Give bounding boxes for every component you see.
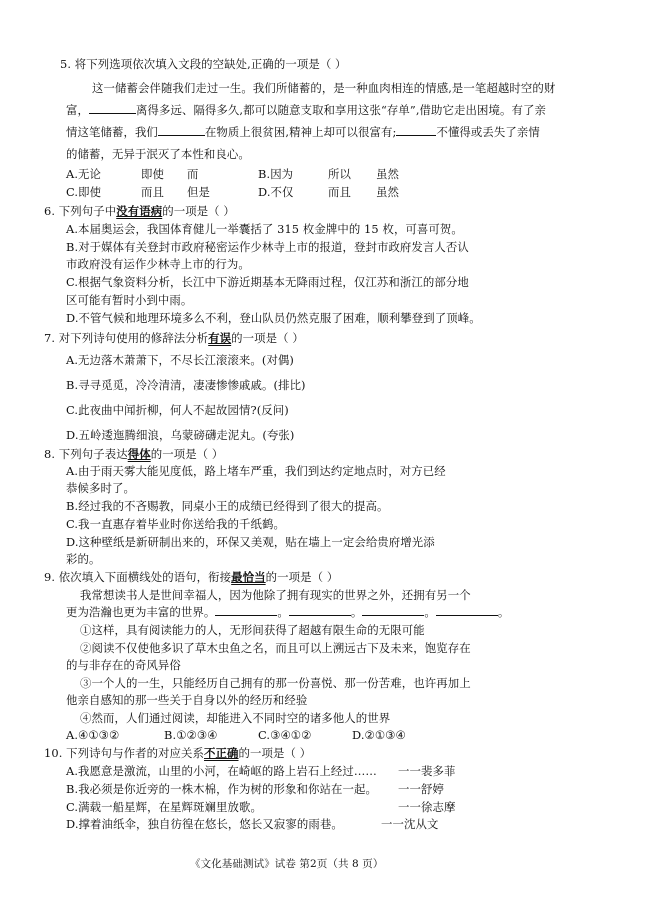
q5-passage-line3: 情这笔储蓄，我们 在物质上很贫困,精神上却可以很富有; 不懂得或丢失了亲情 — [66, 125, 540, 139]
q5-option-b: B.因为 — [258, 167, 294, 181]
q9-option-a: A.④①③② — [66, 728, 120, 742]
q8-option-d-line2: 彩的。 — [66, 552, 101, 566]
q5-option-a-3: 而 — [187, 167, 199, 181]
q5-option-b-3: 虽然 — [376, 167, 399, 181]
q5-option-d-2: 而且 — [328, 185, 351, 199]
q10-option-a-author: 一一裴多菲 — [398, 764, 456, 778]
q6-option-b-line1: B.对于媒体有关登封市政府秘密运作少林寺上市的报道，登封市政府发言人否认 — [66, 240, 469, 254]
q8-option-b: B.经过我的不吝赐教，同桌小王的成绩已经得到了很大的提高。 — [66, 499, 389, 513]
q5-option-a: A.无论 — [66, 167, 102, 181]
q6-option-c-line1: C.根据气象资料分析，长江中下游近期基本无降雨过程，仅江苏和浙江的部分地 — [66, 275, 469, 289]
q5-option-d: D.不仅 — [258, 185, 294, 199]
q9-sentence-3-line1: ③一个人的一生，只能经历自己拥有的那一份喜悦、那一份苦难，也许再加上 — [80, 676, 471, 690]
q9-blank-1 — [215, 604, 277, 616]
q6-option-a: A.本届奥运会，我国体育健儿一举囊括了 315 枚金牌中的 15 枚，可喜可贺。 — [66, 222, 463, 236]
q9-blank-3 — [362, 604, 424, 616]
page-footer: 《文化基础测试》试卷 第2页（共 8 页） — [190, 858, 384, 870]
q8-option-d-line1: D.这种壁纸是新研制出来的，环保又美观，贴在墙上一定会给贵府增光添 — [66, 535, 435, 549]
q10-option-c: C.满载一船星辉，在星辉斑斓里放歌。 — [66, 800, 262, 814]
q9-blank-4 — [436, 604, 498, 616]
q5-blank-2 — [158, 124, 205, 136]
q9-blank-2 — [289, 604, 351, 616]
q7-option-b: B.寻寻觅觅，冷冷清清，凄凄惨惨戚戚。(排比) — [66, 378, 306, 392]
q5-option-c-2: 而且 — [141, 185, 164, 199]
q6-stem: 6. 下列句子中没有语病的一项是（ ） — [44, 204, 235, 218]
q6-option-b-line2: 市政府没有运作少林寺上市的行为。 — [66, 257, 250, 271]
q5-passage-line4: 的储蓄，无异于泯灭了本性和良心。 — [66, 147, 250, 161]
q9-passage-line1: 我常想读书人是世间幸福人，因为他除了拥有现实的世界之外，还拥有另一个 — [80, 588, 471, 602]
q5-option-d-3: 虽然 — [376, 185, 399, 199]
q7-stem: 7. 对下列诗句使用的修辞法分析有误的一项是（ ） — [44, 331, 304, 345]
q10-option-c-author: 一一徐志摩 — [398, 800, 456, 814]
q8-option-c: C.我一直惠存着毕业时你送给我的千纸鹤。 — [66, 517, 285, 531]
q10-option-b: B.我必须是你近旁的一株木棉，作为树的形象和你站在一起。 — [66, 782, 377, 796]
q10-option-d: D.撑着油纸伞，独自彷徨在悠长，悠长又寂寥的雨巷。 — [66, 817, 343, 831]
q5-option-c-3: 但是 — [187, 185, 210, 199]
q10-option-a: A.我愿意是激流，山里的小河，在崎岖的路上岩石上经过…… — [66, 764, 377, 778]
q5-stem: 5. 将下列选项依次填入文段的空缺处,正确的一项是（ ） — [60, 57, 347, 71]
q9-sentence-3-line2: 他亲自感知的那一些关于自身以外的经历和经验 — [66, 693, 308, 707]
q9-option-c: C.③④①② — [258, 728, 312, 742]
q9-sentence-2-line2: 的与非存在的奇风异俗 — [66, 658, 181, 672]
q7-option-a: A.无边落木萧萧下，不尽长江滚滚来。(对偶) — [66, 353, 294, 367]
q10-option-d-author: 一一沈从文 — [381, 817, 439, 831]
q10-stem: 10. 下列诗句与作者的对应关系不正确的一项是（ ） — [44, 746, 312, 760]
q5-option-c: C.即使 — [66, 185, 102, 199]
q6-option-d: D.不管气候和地理环境多么不利，登山队员仍然克服了困难，顺利攀登到了顶峰。 — [66, 311, 481, 325]
q9-stem: 9. 依次填入下面横线处的语句，衔接最恰当的一项是（ ） — [44, 570, 339, 584]
q8-stem: 8. 下列句子表达得体的一项是（ ） — [44, 447, 224, 461]
q5-option-b-2: 所以 — [328, 167, 351, 181]
q10-option-b-author: 一一舒婷 — [398, 782, 444, 796]
q6-option-c-line2: 区可能有暂时小到中雨。 — [66, 293, 193, 307]
q8-option-a-line1: A.由于雨天雾大能见度低，路上堵车严重，我们到达约定地点时，对方已经 — [66, 464, 446, 478]
q5-passage-line1: 这一储蓄会伴随我们走过一生。我们所储蓄的，是一种血肉相连的情感,是一笔超越时空的财 — [92, 81, 556, 95]
q9-passage-line2: 更为浩瀚也更为丰富的世界。 。 。 。 。 — [66, 605, 510, 619]
q9-option-d: D.②①③④ — [352, 728, 406, 742]
q5-blank-1 — [89, 102, 136, 114]
q9-sentence-1: ①这样，具有阅读能力的人，无形间获得了超越有限生命的无限可能 — [80, 623, 425, 637]
q7-option-d: D.五岭逶迤腾细浪，乌蒙磅礴走泥丸。(夸张) — [66, 428, 295, 442]
q5-blank-3 — [396, 124, 436, 136]
q8-option-a-line2: 恭候多时了。 — [66, 481, 135, 495]
q5-option-a-2: 即使 — [141, 167, 164, 181]
q7-option-c: C.此夜曲中闻折柳，何人不起故园情?(反问) — [66, 403, 289, 417]
q9-option-b: B.①②③④ — [164, 728, 218, 742]
q5-passage-line2: 富， 离得多远、隔得多久,都可以随意支取和享用这张“存单”,借助它走出困境。有了亲 — [66, 103, 546, 117]
q9-sentence-2-line1: ②阅读不仅使他多识了草木虫鱼之名，而且可以上溯远古下及未来，饱览存在 — [80, 641, 471, 655]
q9-sentence-4: ④然而，人们通过阅读，却能进入不同时空的诸多他人的世界 — [80, 711, 391, 725]
